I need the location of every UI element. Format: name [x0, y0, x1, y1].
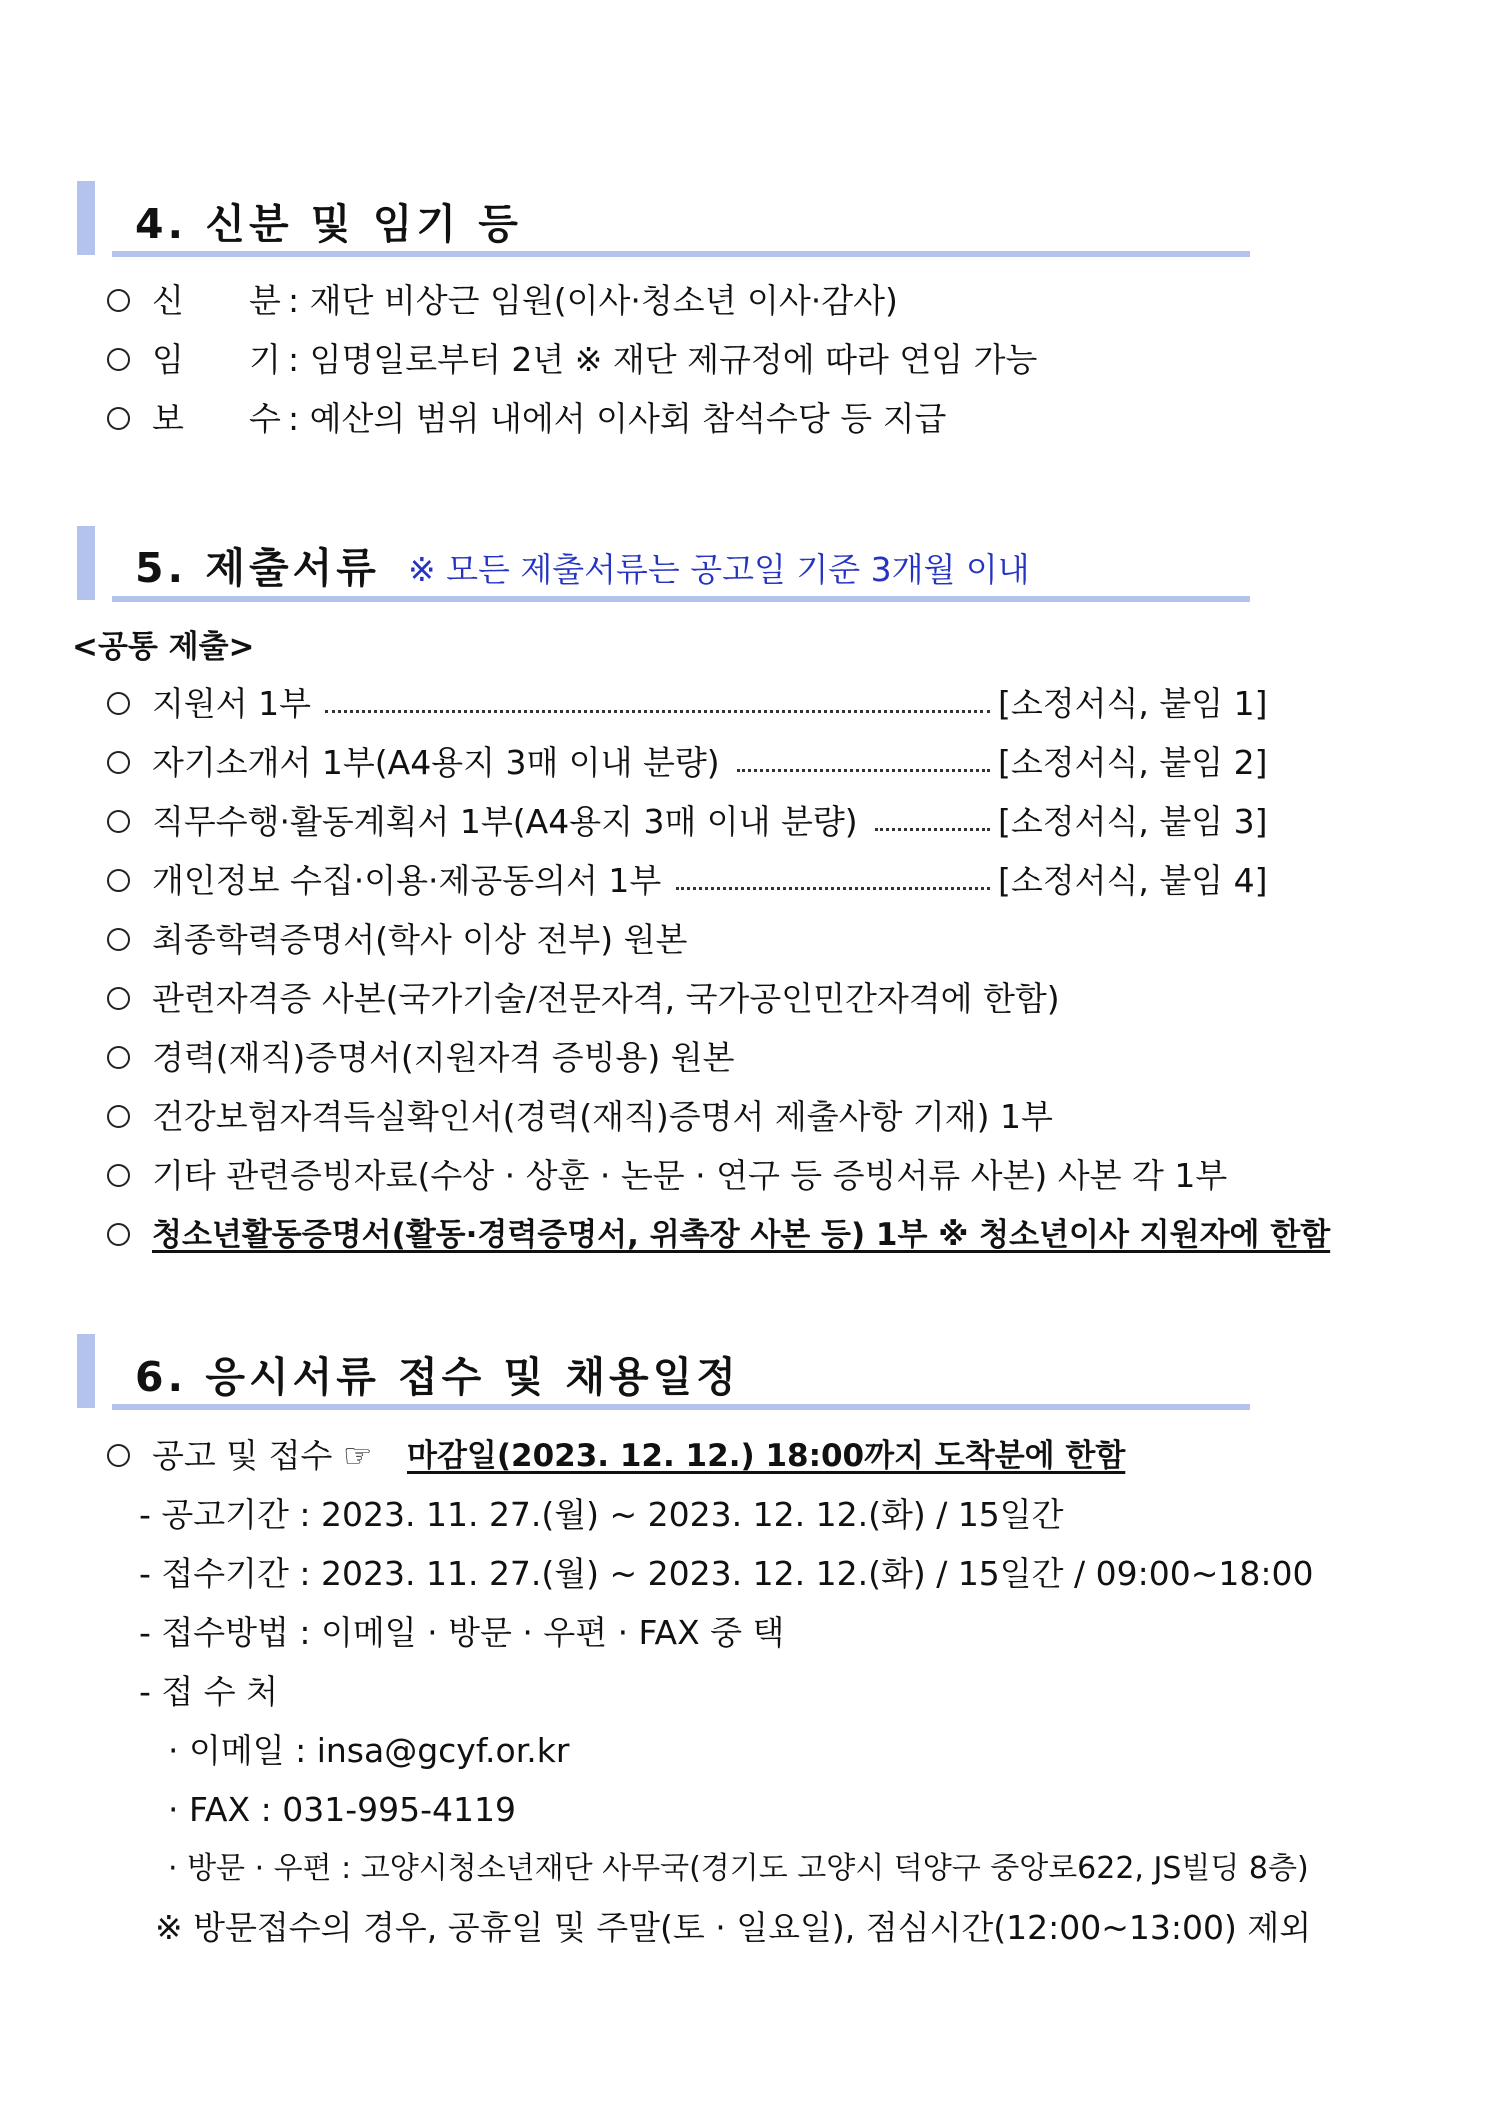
- dot-leader: [676, 887, 990, 890]
- document-label: 직무수행·활동계획서 1부(A4용지 3매 이내 분량): [152, 802, 858, 841]
- schedule-line: - 접수방법 : 이메일 · 방문 · 우편 · FAX 중 택: [139, 1613, 785, 1652]
- document-label: 관련자격증 사본(국가기술/전문자격, 국가공인민간자격에 한함): [152, 979, 1060, 1018]
- contact-visit: · 방문 · 우편 : 고양시청소년재단 사무국(경기도 고양시 덕양구 중앙로622, JS빌딩 8층): [168, 1851, 1309, 1886]
- circle-bullet-icon: [107, 289, 130, 312]
- contact-email: · 이메일 : insa@gcyf.or.kr: [168, 1731, 570, 1770]
- circle-bullet-icon: [107, 348, 130, 371]
- section-4-marker: [77, 181, 95, 255]
- document-label: 경력(재직)증명서(지원자격 증빙용) 원본: [152, 1038, 735, 1077]
- schedule-line: - 접수기간 : 2023. 11. 27.(월) ~ 2023. 12. 12.(화) / 15일간 / 09:00~18:00: [139, 1554, 1314, 1593]
- dot-leader: [737, 769, 990, 772]
- document-label: 지원서 1부: [152, 684, 311, 723]
- section-6-marker: [77, 1334, 95, 1408]
- circle-bullet-icon: [107, 810, 130, 833]
- circle-bullet-icon: [107, 1164, 130, 1187]
- circle-bullet-icon: [107, 1444, 130, 1467]
- document-label: 개인정보 수집·이용·제공동의서 1부: [152, 861, 662, 900]
- circle-bullet-icon: [107, 928, 130, 951]
- section-5-marker: [77, 526, 95, 600]
- section-5-title: 5. 제출서류: [135, 544, 380, 592]
- item-key-last: 수: [249, 399, 281, 438]
- circle-bullet-icon: [107, 1105, 130, 1128]
- document-label-highlight: 청소년활동증명서(활동·경력증명서, 위촉장 사본 등) 1부 ※ 청소년이사 지원자에 한함: [152, 1217, 1331, 1253]
- circle-bullet-icon: [107, 1046, 130, 1069]
- subheading-common: <공통 제출>: [72, 629, 255, 665]
- section-4-underline: [112, 251, 1250, 257]
- schedule-line: - 접 수 처: [139, 1672, 279, 1711]
- circle-bullet-icon: [107, 751, 130, 774]
- section-5-underline: [112, 596, 1250, 602]
- item-key-first: 보: [152, 399, 184, 438]
- circle-bullet-icon: [107, 869, 130, 892]
- section-4-title: 4. 신분 및 임기 등: [135, 200, 522, 248]
- visit-footnote: ※ 방문접수의 경우, 공휴일 및 주말(토 · 일요일), 점심시간(12:00~13:00) 제외: [155, 1908, 1312, 1947]
- item-key-first: 신: [152, 281, 184, 320]
- document-form-ref: [소정서식, 붙임 4]: [998, 861, 1268, 900]
- circle-bullet-icon: [107, 692, 130, 715]
- document-form-ref: [소정서식, 붙임 2]: [998, 743, 1268, 782]
- item-value: : 재단 비상근 임원(이사·청소년 이사·감사): [288, 281, 898, 320]
- document-label: 최종학력증명서(학사 이상 전부) 원본: [152, 920, 688, 959]
- item-key-last: 기: [249, 340, 281, 379]
- item-value: : 임명일로부터 2년 ※ 재단 제규정에 따라 연임 가능: [288, 340, 1038, 379]
- document-label: 건강보험자격득실확인서(경력(재직)증명서 제출사항 기재) 1부: [152, 1097, 1053, 1136]
- notice-label: 공고 및 접수 ☞: [152, 1436, 373, 1475]
- contact-fax: · FAX : 031-995-4119: [168, 1790, 516, 1829]
- circle-bullet-icon: [107, 407, 130, 430]
- document-form-ref: [소정서식, 붙임 3]: [998, 802, 1268, 841]
- section-5-note: ※ 모든 제출서류는 공고일 기준 3개월 이내: [408, 550, 1030, 589]
- section-6-title: 6. 응시서류 접수 및 채용일정: [135, 1353, 740, 1401]
- item-key-last: 분: [249, 281, 281, 320]
- section-6-underline: [112, 1404, 1250, 1410]
- document-label: 자기소개서 1부(A4용지 3매 이내 분량): [152, 743, 720, 782]
- item-value: : 예산의 범위 내에서 이사회 참석수당 등 지급: [288, 399, 947, 438]
- document-form-ref: [소정서식, 붙임 1]: [998, 684, 1268, 723]
- circle-bullet-icon: [107, 987, 130, 1010]
- dot-leader: [325, 710, 990, 713]
- dot-leader: [875, 828, 990, 831]
- notice-deadline: 마감일(2023. 12. 12.) 18:00까지 도착분에 한함: [407, 1438, 1126, 1474]
- document-label: 기타 관련증빙자료(수상 · 상훈 · 논문 · 연구 등 증빙서류 사본) 사본 각 1부: [152, 1156, 1228, 1195]
- schedule-line: - 공고기간 : 2023. 11. 27.(월) ~ 2023. 12. 12.(화) / 15일간: [139, 1495, 1064, 1534]
- circle-bullet-icon: [107, 1223, 130, 1246]
- item-key-first: 임: [152, 340, 184, 379]
